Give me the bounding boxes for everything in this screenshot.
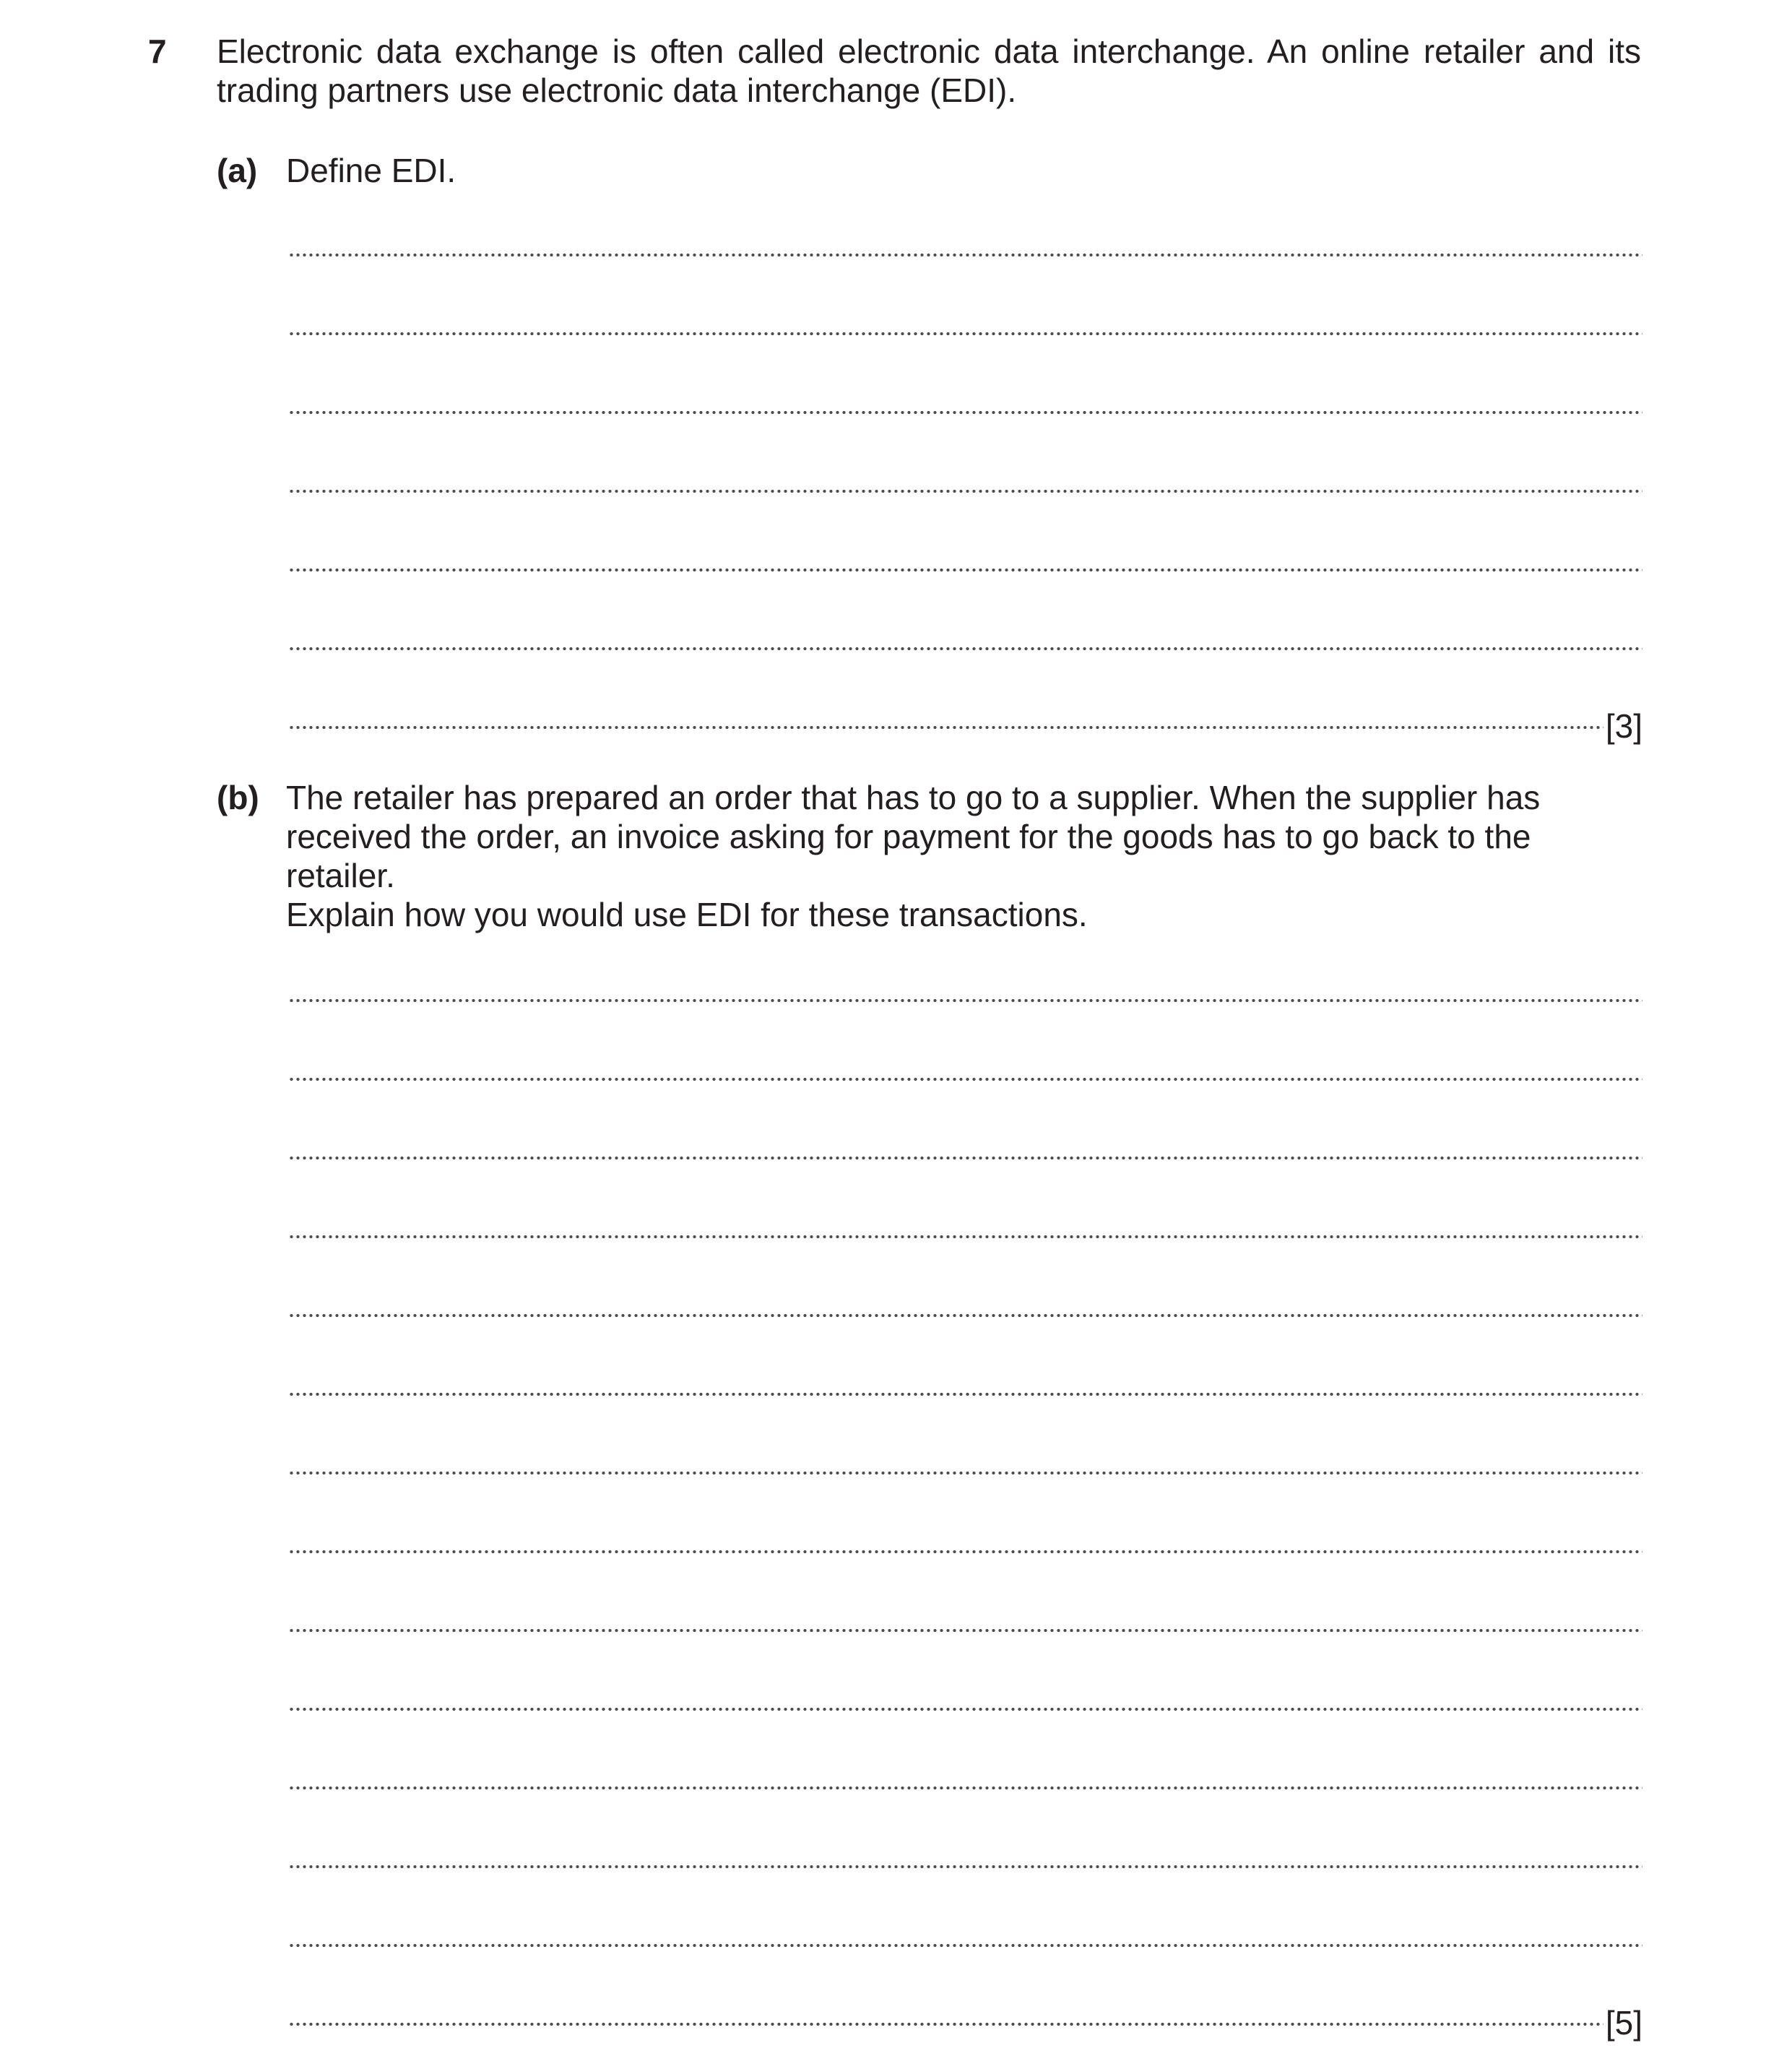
part-a-answer-line[interactable] bbox=[288, 612, 1642, 691]
dotted-rule bbox=[288, 1471, 1642, 1475]
dotted-rule bbox=[288, 2022, 1603, 2026]
dotted-rule bbox=[288, 253, 1642, 257]
dotted-rule bbox=[288, 1786, 1642, 1790]
part-b-marks: [5] bbox=[1605, 2004, 1642, 2042]
part-a-answer-line[interactable] bbox=[288, 533, 1642, 612]
dotted-rule bbox=[288, 489, 1642, 493]
question-number: 7 bbox=[148, 33, 167, 70]
question-stem: Electronic data exchange is often called electronic data interchange. An online retailer and its trading partners use electronic data interchange (EDI). bbox=[217, 33, 1641, 109]
part-b-answer-line[interactable] bbox=[288, 1987, 1642, 2066]
dotted-rule bbox=[288, 1392, 1642, 1396]
part-b-answer-line[interactable] bbox=[288, 1436, 1642, 1515]
part-b-context: The retailer has prepared an order that has to go to a supplier. When the supplier has received the order, an invoice asking for payment for the goods has to go back to the retailer. bbox=[286, 779, 1541, 894]
part-b-answer-line[interactable] bbox=[288, 1200, 1642, 1279]
part-a-answer-line[interactable] bbox=[288, 218, 1642, 297]
part-b-answer-line[interactable] bbox=[288, 1121, 1642, 1200]
dotted-rule bbox=[288, 1077, 1642, 1081]
part-b-label: (b) bbox=[217, 779, 259, 816]
dotted-rule bbox=[288, 1628, 1642, 1633]
part-b-answer-line[interactable] bbox=[288, 1515, 1642, 1594]
part-a-label: (a) bbox=[217, 152, 258, 189]
part-b-answer-line[interactable] bbox=[288, 1672, 1642, 1751]
part-a-answer-line[interactable] bbox=[288, 376, 1642, 454]
dotted-rule bbox=[288, 1707, 1642, 1711]
part-b-answer-line[interactable] bbox=[288, 1830, 1642, 1909]
part-b-answer-area[interactable] bbox=[288, 964, 1642, 2066]
part-b-answer-line[interactable] bbox=[288, 1357, 1642, 1436]
part-b-answer-line[interactable] bbox=[288, 964, 1642, 1042]
part-b-answer-line[interactable] bbox=[288, 1279, 1642, 1357]
part-a-prompt: Define EDI. bbox=[286, 152, 456, 189]
part-b-answer-line[interactable] bbox=[288, 1042, 1642, 1121]
part-b-prompt: Explain how you would use EDI for these transactions. bbox=[286, 896, 1088, 933]
dotted-rule bbox=[288, 998, 1642, 1003]
dotted-rule bbox=[288, 1865, 1642, 1869]
dotted-rule bbox=[288, 1943, 1642, 1948]
part-a-marks: [3] bbox=[1605, 707, 1642, 745]
dotted-rule bbox=[288, 568, 1642, 572]
dotted-rule bbox=[288, 1550, 1642, 1554]
dotted-rule bbox=[288, 332, 1642, 336]
part-b-answer-line[interactable] bbox=[288, 1909, 1642, 1987]
dotted-rule bbox=[288, 647, 1642, 651]
part-a-answer-line[interactable] bbox=[288, 297, 1642, 376]
part-a-answer-line[interactable] bbox=[288, 691, 1642, 769]
dotted-rule bbox=[288, 1156, 1642, 1160]
dotted-rule bbox=[288, 1235, 1642, 1239]
dotted-rule bbox=[288, 1313, 1642, 1318]
dotted-rule bbox=[288, 725, 1603, 730]
part-a-answer-area[interactable] bbox=[288, 218, 1642, 769]
part-b-answer-line[interactable] bbox=[288, 1594, 1642, 1672]
dotted-rule bbox=[288, 410, 1642, 415]
part-a-answer-line[interactable] bbox=[288, 454, 1642, 533]
part-b-answer-line[interactable] bbox=[288, 1751, 1642, 1830]
